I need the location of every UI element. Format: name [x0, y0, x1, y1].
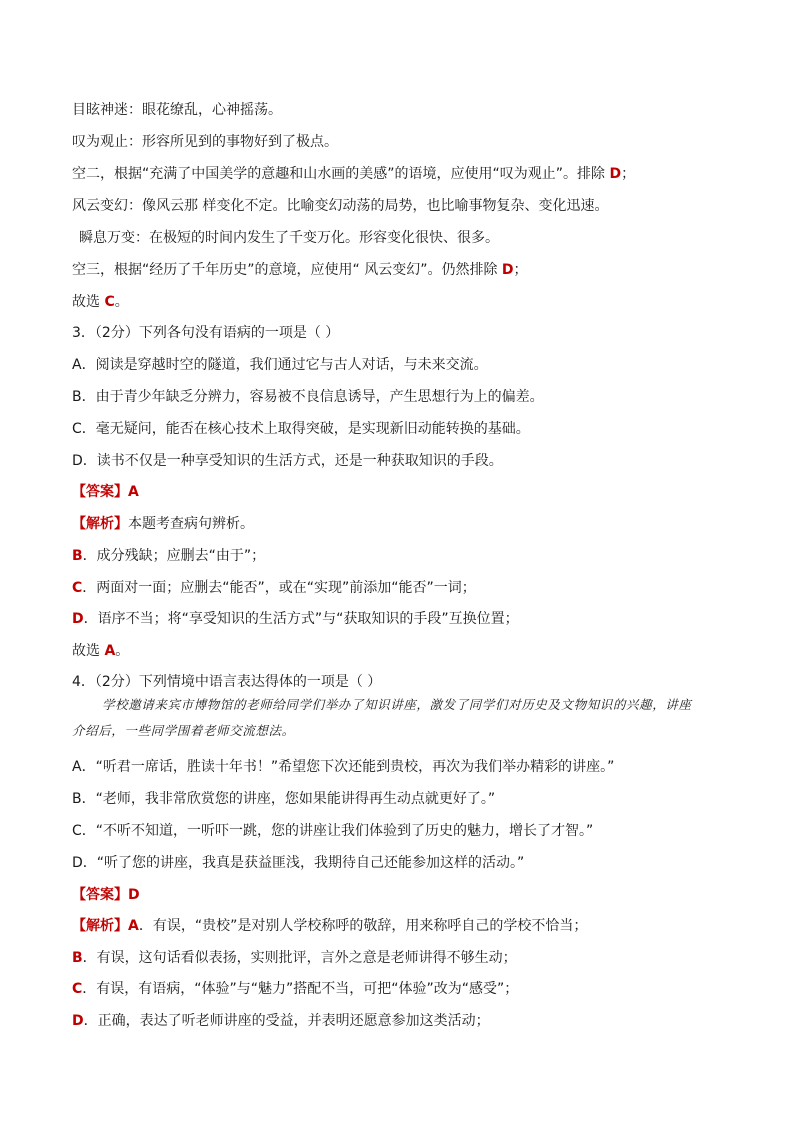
question-4-analysis-a: 【解析】A．有误，“贵校”是对别人学校称呼的敬辞，用来称呼自己的学校不恰当；	[72, 918, 588, 934]
definition-tanweiguanzhi: 叹为观止：形容所见到的事物好到了极点。	[72, 134, 338, 150]
question-3-analysis-b: B．成分残缺；应删去“由于”；	[72, 548, 266, 564]
definition-fengyunbianhuan: 风云变幻：像风云那 样变化不定。比喻变幻动荡的局势，也比喻事物复杂、变化迅速。	[72, 198, 609, 214]
question-3-answer: 【答案】A	[72, 484, 139, 500]
question-4-option-b: B．“老师，我非常欣赏您的讲座，您如果能讲得再生动点就更好了。”	[72, 791, 496, 807]
question-3-analysis-d: D．语序不当；将“享受知识的生活方式”与“获取知识的手段”互换位置；	[72, 611, 519, 627]
question-3-option-b: B．由于青少年缺乏分辨力，容易被不良信息诱导，产生思想行为上的偏差。	[72, 389, 544, 405]
definition-shunxiwanbian: 瞬息万变：在极短的时间内发生了千变万化。形容变化很快、很多。	[79, 230, 499, 246]
blank-two-explanation: 空二，根据“充满了中国美学的意趣和山水画的美感”的语境，应使用“叹为观止”。排除 D；	[72, 166, 636, 182]
question-4-option-d: D．“听了您的讲座，我真是获益匪浅，我期待自己还能参加这样的活动。”	[72, 855, 525, 871]
definition-muxuan: 目眩神迷：眼花缭乱，心神摇荡。	[72, 102, 282, 118]
question-4-passage: 学校邀请来宾市博物馆的老师给同学们举办了知识讲座，激发了同学们对历史及文物知识的兴趣，讲座介绍后，一些同学围着老师交流想法。	[72, 697, 692, 738]
question-3-analysis-c: C．两面对一面；应删去“能否”，或在“实现”前添加“能否”一词；	[72, 580, 476, 596]
question-4-option-c: C．“不听不知道，一听吓一跳，您的讲座让我们体验到了历史的魅力，增长了才智。”	[72, 823, 594, 839]
question-4-analysis-b: B．有误，这句话看似表扬，实则批评，言外之意是老师讲得不够生动；	[72, 950, 517, 966]
question-3-analysis: 【解析】本题考查病句辨析。	[72, 516, 254, 532]
question-4-answer: 【答案】D	[72, 887, 140, 903]
question-3-option-a: A．阅读是穿越时空的隧道，我们通过它与古人对话，与未来交流。	[72, 357, 488, 373]
blank-three-explanation: 空三，根据“经历了千年历史”的意境，应使用“ 风云变幻”。仍然排除 D；	[72, 262, 528, 278]
question-3-stem: 3．（2分）下列各句没有语病的一项是（ ）	[72, 325, 340, 341]
question-4-option-a: A．“听君一席话，胜读十年书！”希望您下次还能到贵校，再次为我们举办精彩的讲座。”	[72, 759, 615, 775]
question-3-option-c: C．毫无疑问，能否在核心技术上取得突破，是实现新旧动能转换的基础。	[72, 421, 530, 437]
question-4-analysis-d: D．正确，表达了听老师讲座的受益，并表明还愿意参加这类活动；	[72, 1013, 490, 1029]
question-3-choose: 故选 A。	[72, 643, 130, 659]
question-4-stem: 4．（2分）下列情境中语言表达得体的一项是（ ）	[72, 674, 382, 690]
choose-c-line: 故选 C。	[72, 294, 129, 310]
question-4-analysis-c: C．有误，有语病，“体验”与“魅力”搭配不当，可把“体验”改为“感受”；	[72, 981, 519, 997]
question-3-option-d: D．读书不仅是一种享受知识的生活方式，还是一种获取知识的手段。	[72, 453, 503, 469]
